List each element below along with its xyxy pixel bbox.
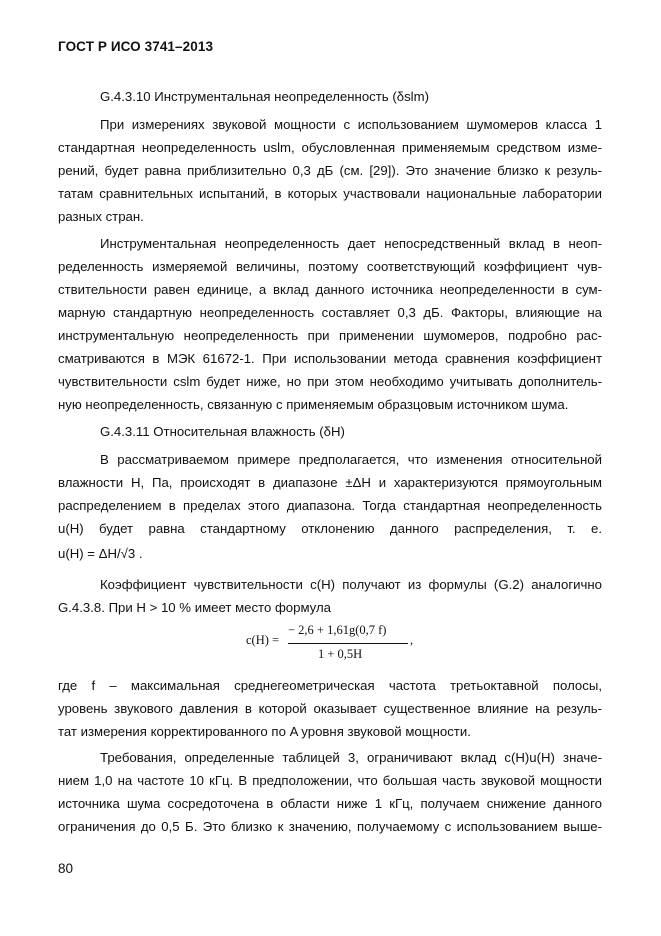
text-line: стандартная неопределенность uslm, обусловленная применяемым средством изме-: [58, 140, 602, 155]
text-line: где f – максимальная среднегеометрическая частота третьоктавной полосы,: [58, 678, 602, 693]
formula-c-h: [246, 623, 414, 663]
formula-trail: ,: [410, 633, 414, 647]
text-line: татам сравнительных испытаний, в которых участвовали национальные лаборатории: [58, 186, 602, 201]
text-line: тат измерения корректированного по A уровня звуковой мощности.: [58, 724, 471, 739]
formula-denominator: 1 + 0,5H: [318, 647, 363, 661]
text-line: G.4.3.8. При H > 10 % имеет место формула: [58, 600, 332, 615]
text-line: влажности H, Па, происходят в диапазоне ±ΔH и характеризуются прямоугольным: [58, 475, 602, 490]
text-line: ределенность измеряемой величины, поэтому соответствующий коэффициент чув-: [58, 259, 602, 274]
text-line: чувствительности cslm будет ниже, но при этом необходимо учитывать дополнитель-: [58, 374, 602, 389]
text-line: Требования, определенные таблицей 3, ограничивают вклад c(H)u(H) значе-: [100, 750, 602, 765]
text-line: ствительности равен единице, а вклад данного источника неопределенности в сум-: [58, 282, 602, 297]
fraction-bar: [288, 643, 408, 644]
text-line: распределением в пределах этого диапазона. Тогда стандартная неопределенность: [58, 498, 602, 513]
section-heading-g4311: G.4.3.11 Относительная влажность (δH): [100, 424, 345, 439]
text-line: марную стандартную неопределенность составляет 0,3 дБ. Факторы, влияющие на: [58, 305, 602, 320]
section-heading-g4310: G.4.3.10 Инструментальная неопределенность (δslm): [100, 89, 429, 104]
text-line: сматриваются в МЭК 61672-1. При использовании метода сравнения коэффициент: [58, 351, 602, 366]
text-line: нием 1,0 на частоте 10 кГц. В предположении, что большая часть звуковой мощности: [58, 773, 602, 788]
text-line: ную неопределенность, связанную с применяемым образцовым источником шума.: [58, 397, 569, 412]
text-line: инструментальную неопределенность при применении шумомеров, подробно рас-: [58, 328, 602, 343]
text-line: ограничения до 0,5 Б. Это близко к значению, получаемому с использованием выше-: [58, 819, 602, 834]
document-header: ГОСТ Р ИСО 3741–2013: [58, 39, 214, 54]
text-line: рений, будет равна приблизительно 0,3 дБ (см. [29]). Это значение близко к резуль-: [58, 163, 602, 178]
formula-lhs: c(H) =: [246, 633, 280, 647]
text-line: источника шума сосредоточена в области ниже 1 кГц, получаем снижение данного: [58, 796, 602, 811]
text-line: Коэффициент чувствительности c(H) получают из формулы (G.2) аналогично: [100, 577, 602, 592]
text-line: u(H) = ΔH/√3 .: [58, 546, 143, 561]
text-line: В рассматриваемом примере предполагается, что изменения относительной: [100, 452, 602, 467]
text-line: уровень звукового давления в которой оказывает существенное влияние на резуль-: [58, 701, 602, 716]
page-number: 80: [58, 861, 74, 876]
text-line: При измерениях звуковой мощности с использованием шумомеров класса 1: [100, 117, 602, 132]
text-line: разных стран.: [58, 209, 144, 224]
text-line: u(H) будет равна стандартному отклонению данного распределения, т. е.: [58, 521, 602, 536]
text-line: Инструментальная неопределенность дает непосредственный вклад в неоп-: [100, 236, 602, 251]
formula-numerator: − 2,6 + 1,61g(0,7 f): [288, 623, 387, 637]
